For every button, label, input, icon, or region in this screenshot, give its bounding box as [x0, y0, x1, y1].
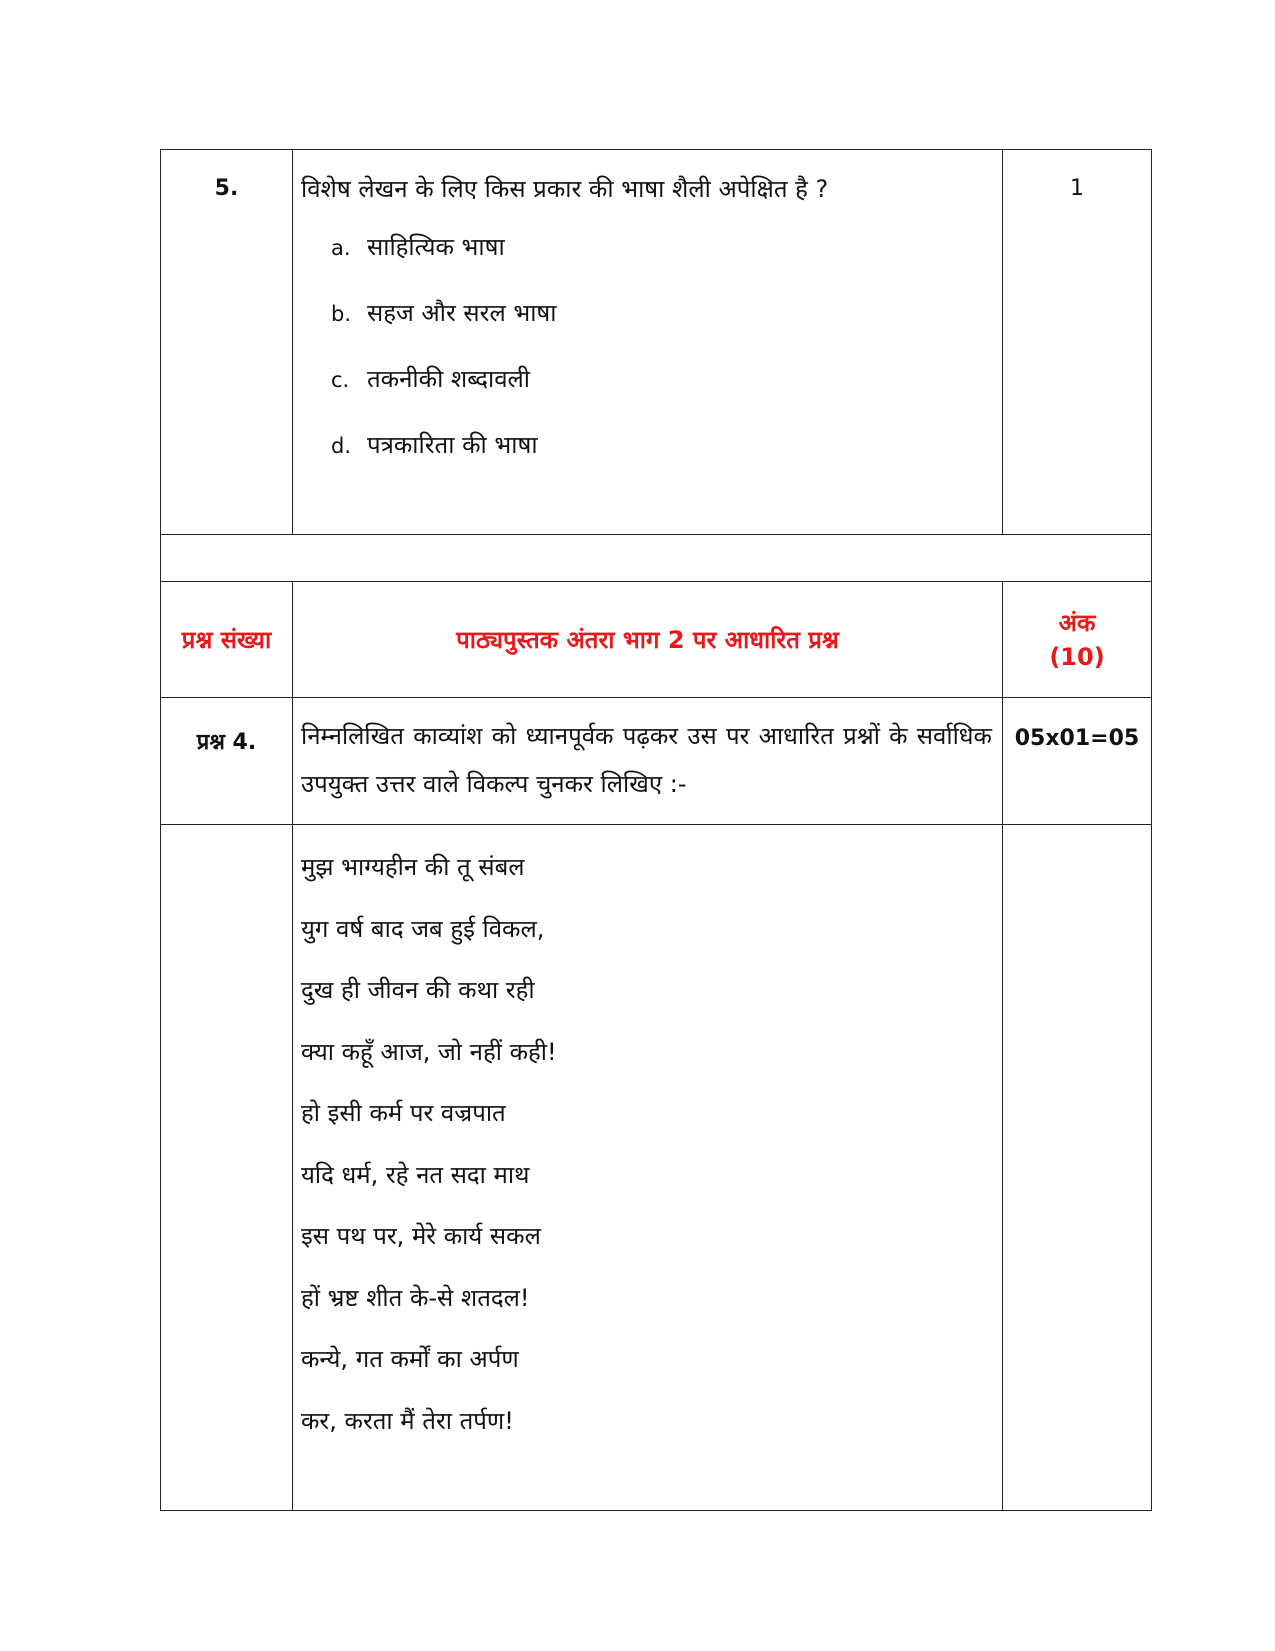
option-text: पत्रकारिता की भाषा	[367, 431, 538, 459]
header-question-number: प्रश्न संख्या	[161, 582, 293, 698]
poem-line: दुख ही जीवन की कथा रही	[301, 976, 535, 1004]
option-text: सहज और सरल भाषा	[367, 299, 557, 327]
blank-cell	[161, 535, 1152, 582]
option-letter: b.	[331, 302, 352, 326]
option-text: साहित्यिक भाषा	[367, 233, 505, 261]
header-section-title: पाठ्यपुस्तक अंतरा भाग 2 पर आधारित प्रश्न	[293, 582, 1003, 698]
option-text: तकनीकी शब्दावली	[367, 365, 531, 393]
poem-line: हों भ्रष्ट शीत के-से शतदल!	[301, 1283, 530, 1312]
option-a	[331, 214, 992, 280]
question-paper-page	[160, 149, 1151, 1511]
header-marks	[1003, 582, 1152, 698]
question-5-row	[161, 150, 1152, 535]
empty-number-cell	[161, 825, 293, 1511]
poem-line: यदि धर्म, रहे नत सदा माथ	[301, 1160, 530, 1189]
option-c	[331, 346, 992, 412]
section-header-row	[161, 582, 1152, 698]
poem-line: क्या कहूँ आज, जो नहीं कही!	[301, 1037, 557, 1066]
question-text: विशेष लेखन के लिए किस प्रकार की भाषा शैली अपेक्षित है ?	[301, 175, 829, 203]
header-marks-value: (10)	[1049, 642, 1105, 671]
header-marks-label: अंक	[1058, 608, 1096, 637]
question-5-cell	[293, 150, 1003, 535]
poem-line: कन्ये, गत कर्मों का अर्पण	[301, 1345, 519, 1373]
option-d	[331, 412, 992, 478]
question-text: निम्नलिखित काव्यांश को ध्यानपूर्वक पढ़कर उस पर आधारित प्रश्नों के सर्वाधिक उपयुक्त उत्तर वाले विकल्प चुनकर लिखिए :-	[293, 698, 1003, 825]
option-list	[301, 214, 992, 496]
question-marks: 05x01=05	[1003, 698, 1152, 825]
question-table	[160, 149, 1152, 1511]
question-marks: 1	[1003, 150, 1152, 535]
question-number: प्रश्न 4.	[161, 698, 293, 825]
poem-passage	[293, 825, 1003, 1511]
option-letter: c.	[331, 368, 350, 392]
poem-line: कर, करता मैं तेरा तर्पण!	[301, 1406, 514, 1435]
question-4-row	[161, 698, 1152, 825]
poem-line: मुझ भाग्यहीन की तू संबल	[301, 853, 525, 881]
option-letter: a.	[331, 236, 351, 260]
poem-row	[161, 825, 1152, 1511]
empty-marks-cell	[1003, 825, 1152, 1511]
poem-line: इस पथ पर, मेरे कार्य सकल	[301, 1222, 541, 1250]
question-number: 5.	[161, 150, 293, 535]
poem-line: हो इसी कर्म पर वज्रपात	[301, 1099, 506, 1127]
option-letter: d.	[331, 434, 352, 458]
poem-line: युग वर्ष बाद जब हुई विकल,	[301, 914, 545, 943]
blank-row	[161, 535, 1152, 582]
option-b	[331, 280, 992, 346]
